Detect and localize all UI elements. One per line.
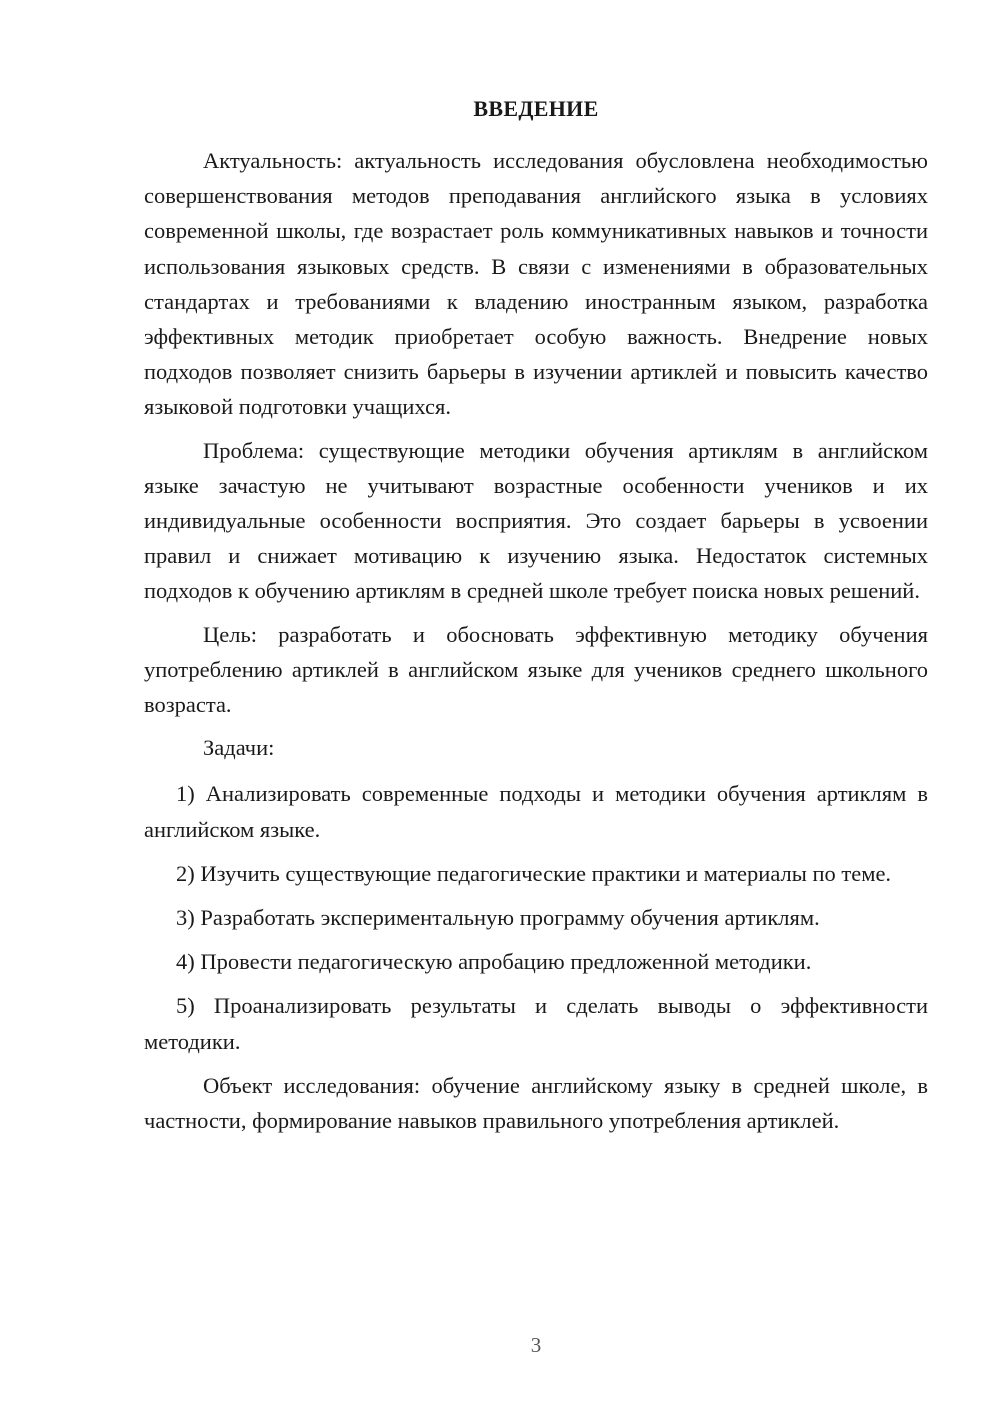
paragraph-object: Объект исследования: обучение английскому языку в средней школе, в частности, формирование навыков правильного употребления артиклей. xyxy=(144,1072,928,1134)
page-number: 3 xyxy=(530,1333,542,1357)
task-item-2: 2) Изучить существующие педагогические практики и материалы по теме. xyxy=(176,860,892,886)
paragraph-goal: Цель: разработать и обосновать эффективную методику обучения употреблению артиклей в английском языке для учеников среднего школьного возраста. xyxy=(144,621,928,718)
task-item-1: 1) Анализировать современные подходы и методики обучения артиклям в английском языке. xyxy=(144,781,928,842)
task-item-3: 3) Разработать экспериментальную программу обучения артиклям. xyxy=(176,905,820,931)
task-item-5: 5) Проанализировать результаты и сделать выводы о эффективности методики. xyxy=(144,993,928,1054)
paragraph-relevance: Актуальность: актуальность исследования обусловлена необходимостью совершенствования методов преподавания английского языка в условиях современной школы, где возрастает роль коммуникативных навыков и точности использования языковых средств. В связи с изменениями в образовательных стандартах и требованиями к владению иностранным языком, разработка эффективных методик приобретает особую важность. Внедрение новых подходов позволяет снизить барьеры в изучении артиклей и повысить качество языковой подготовки учащихся. xyxy=(144,148,928,420)
document-body xyxy=(144,143,928,1146)
paragraph-problem: Проблема: существующие методики обучения артиклям в английском языке зачастую не учитывают возрастные особенности учеников и их индивидуальные особенности восприятия. Это создает барьеры в усвоении правил и снижает мотивацию к изучению языка. Недостаток системных подходов к обучению артиклям в средней школе требует поиска новых решений. xyxy=(144,437,928,604)
section-heading: ВВЕДЕНИЕ xyxy=(473,96,599,121)
tasks-title: Задачи: xyxy=(203,735,275,761)
task-item-4: 4) Провести педагогическую апробацию предложенной методики. xyxy=(176,949,812,975)
